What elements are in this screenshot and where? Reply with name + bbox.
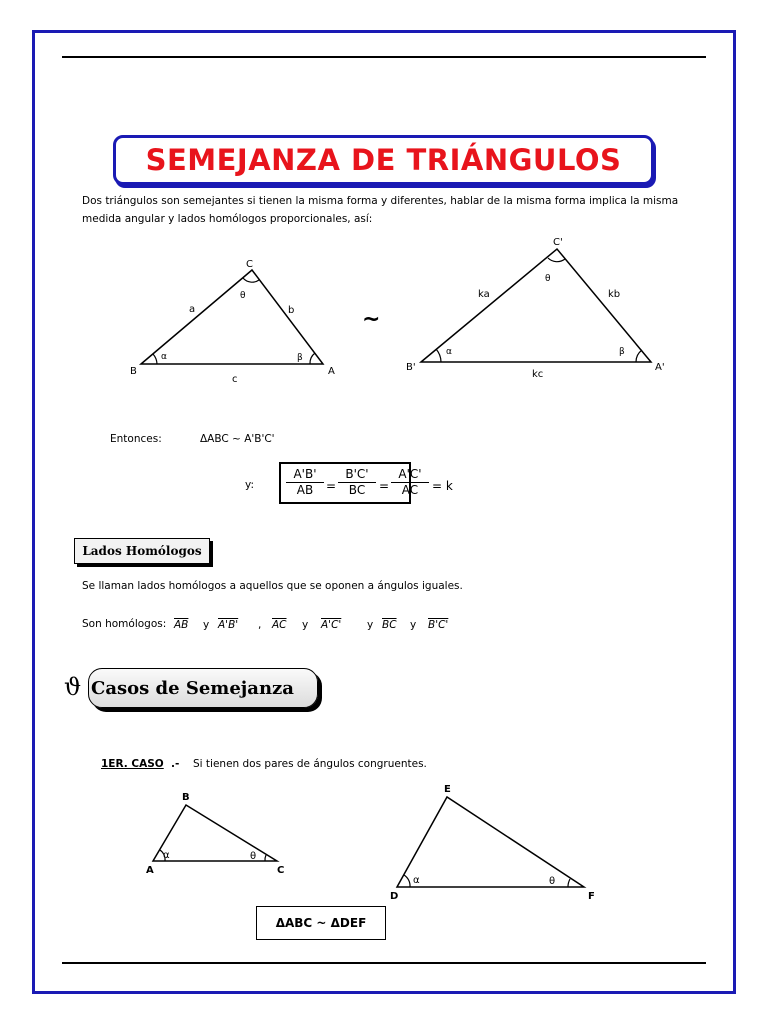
label-side-b: b — [288, 305, 295, 316]
fraction-ac-num: A'C' — [391, 467, 429, 483]
similar-triangles-figure — [0, 0, 768, 400]
triangle-abc-case — [153, 805, 277, 861]
casos-semejanza-heading: Casos de Semejanza — [88, 668, 318, 708]
angle-mark-f — [568, 879, 570, 887]
fraction-ab — [286, 467, 324, 498]
fraction-ac-den: AC — [401, 483, 419, 497]
label-alpha-left: α — [161, 352, 167, 362]
angle-mark-c-prime — [548, 258, 565, 262]
label-side-kc: kc — [532, 369, 544, 380]
entonces-label: Entonces: — [110, 433, 162, 445]
caso1-text: Si tienen dos pares de ángulos congruentes. — [193, 758, 427, 770]
and-2: y — [302, 619, 309, 631]
fraction-ac — [391, 467, 429, 498]
segment-b-prime-c-prime: B'C' — [428, 619, 449, 631]
label-a-vertex: A — [328, 366, 335, 377]
label-b-prime-vertex: B' — [406, 362, 416, 373]
result-box — [256, 906, 386, 940]
label-alpha-case2: α — [413, 875, 420, 886]
label-f: F — [588, 891, 595, 902]
label-b-vertex: B — [130, 366, 137, 377]
and-4: y — [410, 619, 417, 631]
label-beta-left: β — [297, 353, 303, 363]
label-theta-case2: θ — [549, 876, 556, 887]
label-side-ka: ka — [478, 289, 490, 300]
equals-2: = — [379, 479, 390, 493]
segment-ac: $\overline{AC}$ — [272, 619, 287, 631]
intro-text: Dos triángulos son semejantes si tienen la misma forma y diferentes, hablar de la misma forma implica la misma medida angular y lados homólogos proporcionales, así: — [82, 195, 679, 225]
label-alpha-right: α — [446, 347, 452, 357]
fraction-bc-num: B'C' — [338, 467, 376, 483]
fraction-ab-den: AB — [296, 483, 314, 497]
lados-definition: Se llaman lados homólogos a aquellos que se oponen a ángulos iguales. — [82, 580, 463, 592]
angle-mark-a — [310, 353, 315, 364]
label-c-case: C — [277, 865, 285, 876]
triangle-abc — [141, 270, 323, 364]
fraction-ab-num: A'B' — [286, 467, 324, 483]
and-3: y — [367, 619, 374, 631]
label-theta-left: θ — [240, 291, 246, 301]
label-c-prime-vertex: C' — [553, 237, 563, 248]
label-theta-right: θ — [545, 274, 551, 284]
label-alpha-case1: α — [163, 850, 170, 861]
segment-a-prime-c-prime: A'C' — [321, 619, 342, 631]
label-theta-case1: θ — [250, 851, 257, 862]
ratio-label: y: — [245, 479, 254, 491]
angle-mark-c — [243, 278, 259, 282]
page-title: SEMEJANZA DE TRIÁNGULOS — [145, 143, 622, 177]
angle-mark-c-case — [265, 855, 266, 861]
segment-a-prime-b-prime: A'B' — [218, 619, 239, 631]
segment-ab: $\overline{AB}$ — [174, 619, 189, 631]
entonces-expression: ΔABC ~ A'B'C' — [200, 433, 275, 445]
and-1: y — [203, 619, 210, 631]
label-a-case: A — [146, 865, 154, 876]
label-d: D — [390, 891, 399, 902]
result-expression: ΔABC ~ ΔDEF — [275, 916, 367, 930]
caso1-figure — [0, 770, 768, 910]
fraction-bc — [338, 467, 376, 498]
triangle-def — [397, 797, 584, 887]
triangle-abc-prime — [421, 249, 651, 362]
homologos-label: Son homólogos: — [82, 618, 167, 630]
angle-mark-b — [153, 354, 157, 364]
label-e: E — [444, 784, 451, 795]
bottom-rule — [62, 962, 706, 964]
label-beta-right: β — [619, 347, 625, 357]
caso1-dash: .- — [171, 758, 180, 770]
label-side-c: c — [232, 374, 238, 385]
label-side-a: a — [189, 304, 196, 315]
label-a-prime-vertex: A' — [655, 362, 665, 373]
equals-k: = k — [432, 479, 453, 493]
separator-comma: , — [258, 619, 262, 631]
segment-bc: $\overline{BC}$ — [382, 619, 397, 631]
label-c-vertex: C — [246, 259, 253, 270]
fraction-bc-den: BC — [348, 483, 366, 497]
caso1-label: 1ER. CASO — [101, 758, 164, 770]
similar-symbol: ~ — [362, 307, 381, 332]
angle-mark-b-prime — [436, 349, 441, 362]
angle-mark-d — [404, 875, 410, 887]
label-side-kb: kb — [608, 289, 621, 300]
equals-1: = — [326, 479, 337, 493]
lados-homologos-heading: Lados Homólogos — [74, 538, 210, 564]
casos-bullet-icon: ϑ — [64, 673, 82, 701]
angle-mark-a-prime — [636, 350, 642, 362]
label-b-case: B — [182, 792, 190, 803]
